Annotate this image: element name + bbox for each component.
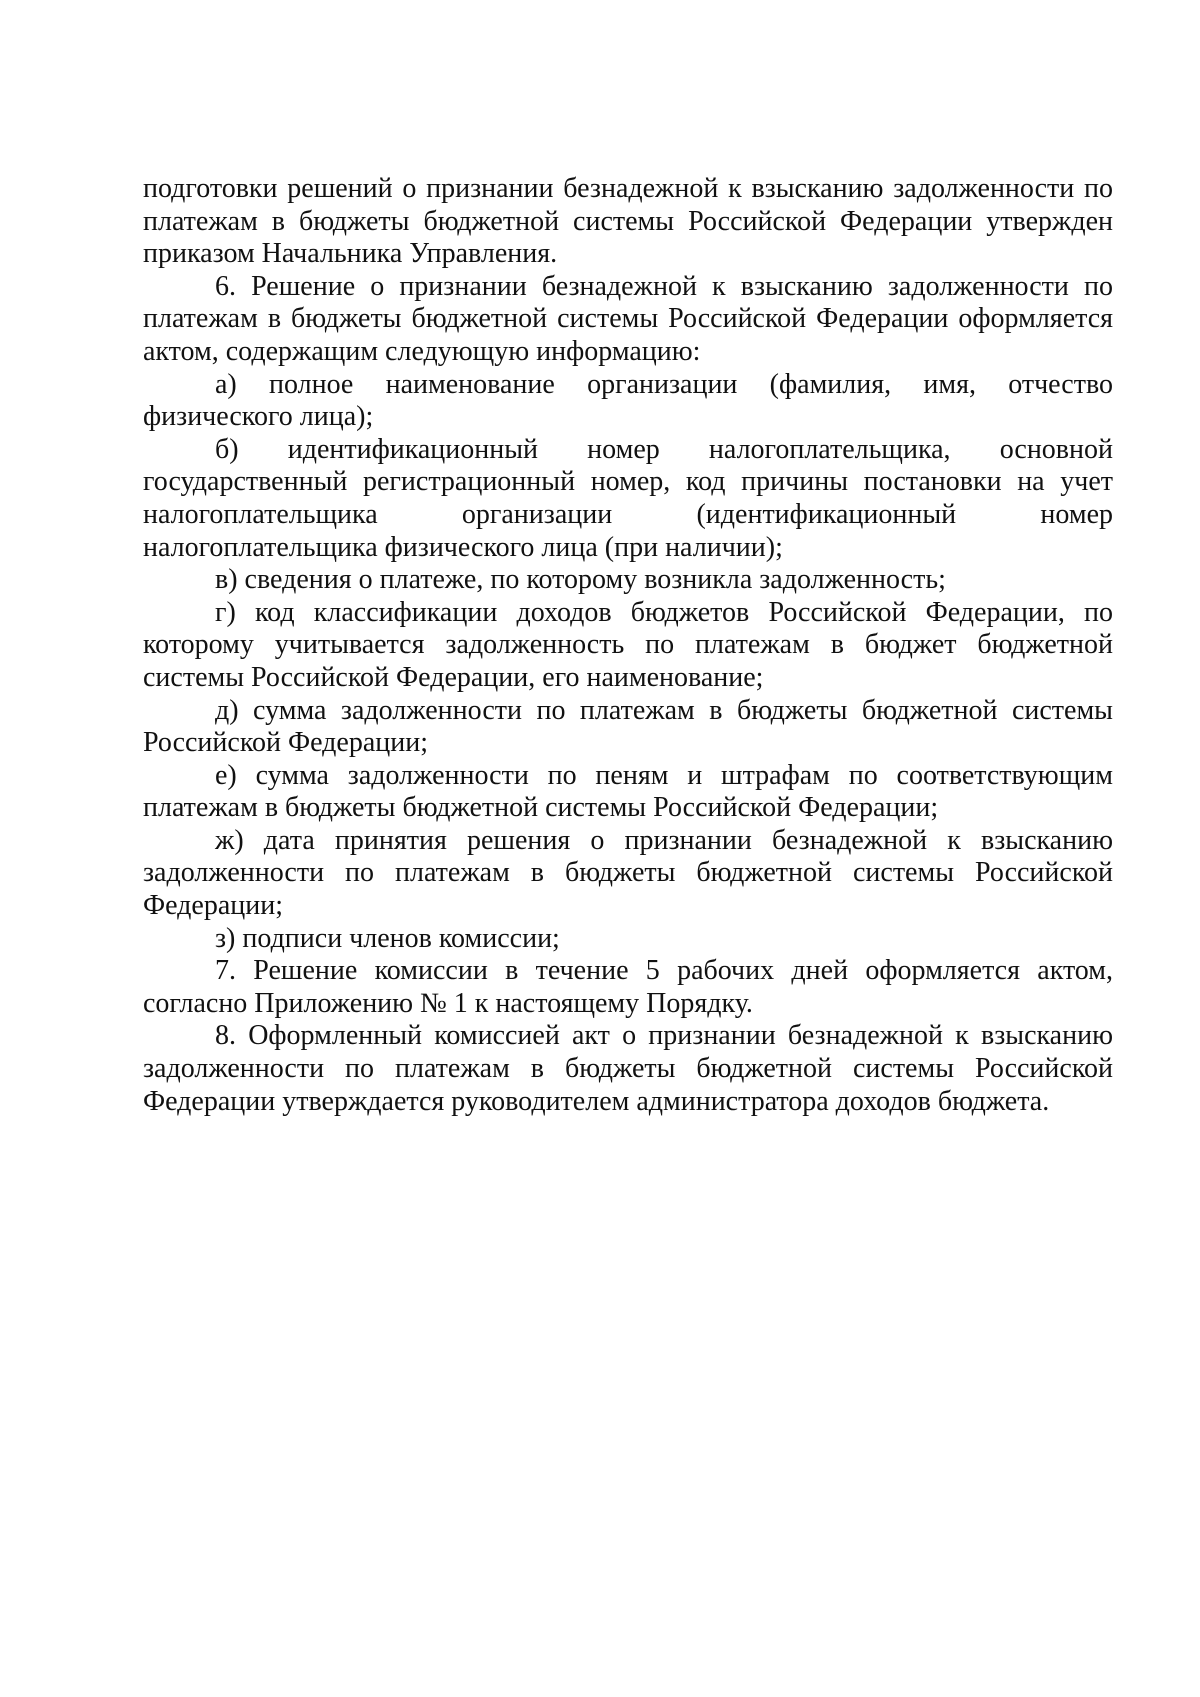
paragraph-subitem-z: з) подписи членов комиссии; (215, 922, 560, 954)
paragraph-continuation: подготовки решений о признании безнадежной к взысканию задолженности по платежам в бюджеты бюджетной системы Российской Федерации утвержден приказом Начальника Управления. (143, 173, 1113, 270)
document-body (143, 173, 1113, 1118)
paragraph-subitem-b: б) идентификационный номер налогоплательщика, основной государственный регистрационный номер, код причины постановки на учет налогоплательщика организации (идентификационный номер налогоплательщика физического лица (при наличии); (143, 433, 1113, 563)
paragraph-subitem-v: в) сведения о платеже, по которому возникла задолженность; (215, 564, 946, 596)
paragraph-item-7: 7. Решение комиссии в течение 5 рабочих дней оформляется актом, согласно Приложению № 1 к настоящему Порядку. (143, 955, 1113, 1019)
paragraph-item-6: 6. Решение о признании безнадежной к взысканию задолженности по платежам в бюджеты бюджетной системы Российской Федерации оформляется актом, содержащим следующую информацию: (143, 270, 1113, 367)
paragraph-item-8: 8. Оформленный комиссией акт о признании безнадежной к взысканию задолженности по платежам в бюджеты бюджетной системы Российской Федерации утверждается руководителем администратора доходов бюджета. (143, 1020, 1113, 1117)
paragraph-subitem-a: а) полное наименование организации (фамилия, имя, отчество физического лица); (143, 368, 1113, 433)
paragraph-subitem-d: д) сумма задолженности по платежам в бюджеты бюджетной системы Российской Федерации; (143, 694, 1113, 759)
paragraph-subitem-e: е) сумма задолженности по пеням и штрафам по соответствующим платежам в бюджеты бюджетной системы Российской Федерации; (143, 759, 1113, 824)
paragraph-subitem-g: г) код классификации доходов бюджетов Российской Федерации, по которому учитывается задолженность по платежам в бюджет бюджетной системы Российской Федерации, его наименование; (143, 596, 1113, 693)
paragraph-subitem-zh: ж) дата принятия решения о признании безнадежной к взысканию задолженности по платежам в бюджеты бюджетной системы Российской Федерации; (143, 824, 1113, 922)
